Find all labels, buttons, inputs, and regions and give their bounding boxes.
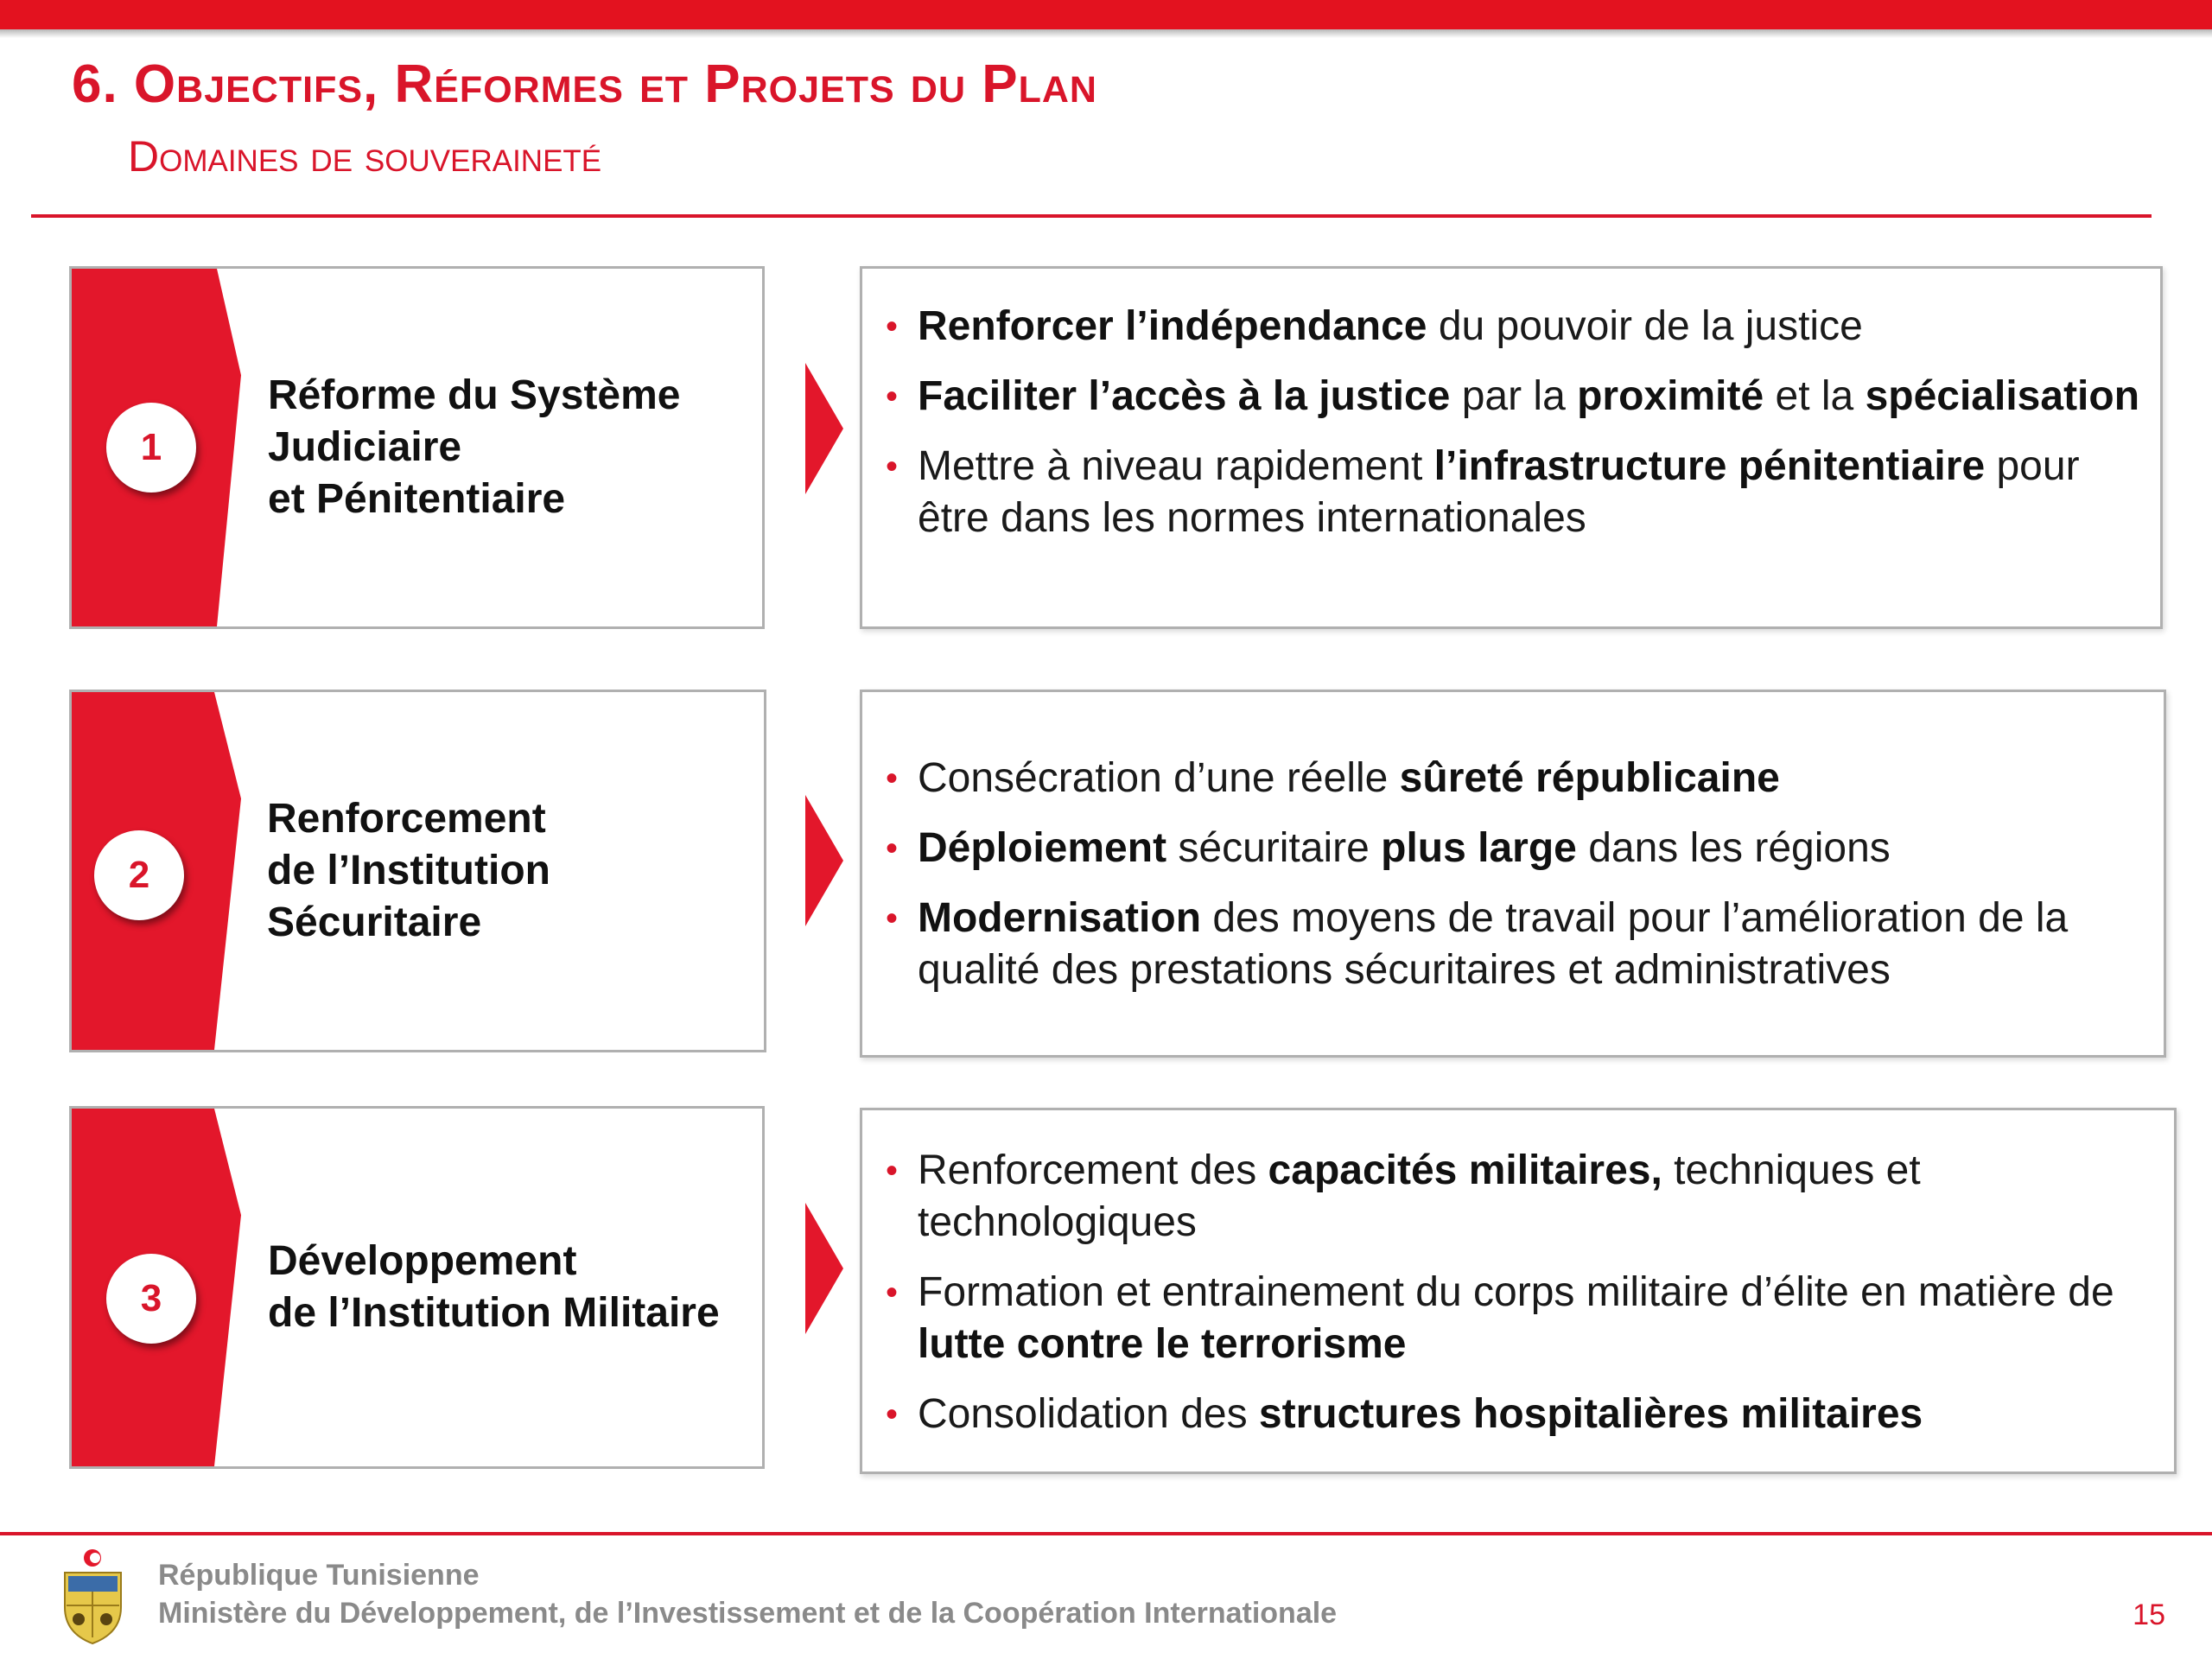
bullet-bold-text: l’infrastructure pénitentiaire — [1433, 443, 1986, 489]
page-subtitle: Domaines de souveraineté — [128, 132, 602, 181]
section-2-title-line: de l’Institution — [267, 848, 550, 893]
bullet-bold-text: sûreté républicaine — [1399, 755, 1780, 801]
section-3-number-badge: 3 — [106, 1254, 196, 1344]
bullet-text: Formation et entrainement du corps militaire d’élite en matière de — [918, 1269, 2114, 1315]
section-3-details-box — [860, 1108, 2177, 1474]
bullet-bold-text: lutte contre le terrorisme — [918, 1321, 1407, 1367]
footer-country: République Tunisienne — [158, 1559, 480, 1592]
section-2-bullet-list — [886, 753, 2158, 996]
section-1-bullet-list — [886, 301, 2155, 544]
section-1-title-line: Judiciaire — [268, 424, 462, 470]
bullet-text: pour être dans les normes internationales — [918, 443, 2080, 541]
bullet-text: Mettre à niveau rapidement — [918, 443, 1434, 489]
bullet-bold-text: Renforcer l’indépendance — [918, 303, 1427, 349]
section-1-details-box — [860, 266, 2163, 629]
section-1-number-badge: 1 — [106, 403, 196, 493]
page-number: 15 — [2133, 1599, 2165, 1631]
section-2-heading-box — [69, 690, 766, 1052]
section-1-title — [268, 269, 681, 626]
bullet-text: par la — [1450, 373, 1578, 419]
section-1-title-line: Réforme du Système — [268, 372, 681, 418]
title-divider — [31, 214, 2152, 218]
section-1-title-line: et Pénitentiaire — [268, 476, 566, 522]
section-2-bullet-item — [886, 893, 2158, 996]
bullet-bold-text: structures hospitalières militaires — [1258, 1391, 1923, 1437]
bullet-bold-text: proximité — [1577, 373, 1764, 419]
bullet-text: et la — [1764, 373, 1866, 419]
bullet-text: dans les régions — [1576, 825, 1891, 871]
section-1-heading-box — [69, 266, 765, 629]
bullet-text: Consolidation des — [918, 1391, 1259, 1437]
section-3-arrow-icon — [805, 1203, 843, 1334]
bullet-text: Renforcement des — [918, 1147, 1268, 1193]
section-3-bullet-list — [886, 1145, 2169, 1440]
section-3-heading-box — [69, 1106, 765, 1469]
section-2-number-badge: 2 — [94, 830, 184, 920]
section-1-bullet-item — [886, 371, 2155, 423]
bullet-bold-text: plus large — [1381, 825, 1577, 871]
section-2-details-box — [860, 690, 2166, 1058]
top-red-bar — [0, 0, 2212, 29]
section-2-title-line: Sécuritaire — [267, 899, 482, 945]
section-2-title-line: Renforcement — [267, 796, 546, 842]
bullet-bold-text: capacités militaires, — [1268, 1147, 1662, 1193]
section-3-bullet-item — [886, 1267, 2169, 1370]
section-3-title — [268, 1109, 720, 1466]
section-2-bullet-item — [886, 753, 2158, 804]
section-2-title — [267, 692, 550, 1050]
section-1-arrow-icon — [805, 363, 843, 494]
section-3-title-line: Développement — [268, 1238, 577, 1284]
bullet-bold-text: spécialisation — [1865, 373, 2140, 419]
bullet-bold-text: Déploiement — [918, 825, 1167, 871]
footer-ministry: Ministère du Développement, de l’Investissement et de la Coopération Internationale — [158, 1597, 1338, 1630]
bullet-text: Consécration d’une réelle — [918, 755, 1400, 801]
section-3-bullet-item — [886, 1389, 2169, 1440]
section-1-bullet-item — [886, 301, 2155, 353]
bullet-bold-text: Modernisation — [918, 895, 1202, 941]
section-3-title-line: de l’Institution Militaire — [268, 1290, 720, 1336]
section-3-bullet-item — [886, 1145, 2169, 1249]
top-bar-shadow — [0, 29, 2212, 38]
section-2-bullet-item — [886, 823, 2158, 874]
tunisia-coat-of-arms-icon — [56, 1547, 130, 1646]
bullet-text: du pouvoir de la justice — [1427, 303, 1863, 349]
bullet-text: techniques et technologiques — [918, 1147, 1921, 1245]
bullet-text: sécuritaire — [1166, 825, 1382, 871]
bullet-bold-text: Faciliter l’accès à la justice — [918, 373, 1451, 419]
section-2-arrow-icon — [805, 795, 843, 926]
footer-divider — [0, 1532, 2212, 1535]
section-1-bullet-item — [886, 441, 2155, 544]
bullet-text: des moyens de travail pour l’amélioration de la qualité des prestations sécuritaires et administratives — [918, 895, 2069, 993]
page-title: 6. Objectifs, Réformes et Projets du Plan — [72, 54, 1097, 114]
